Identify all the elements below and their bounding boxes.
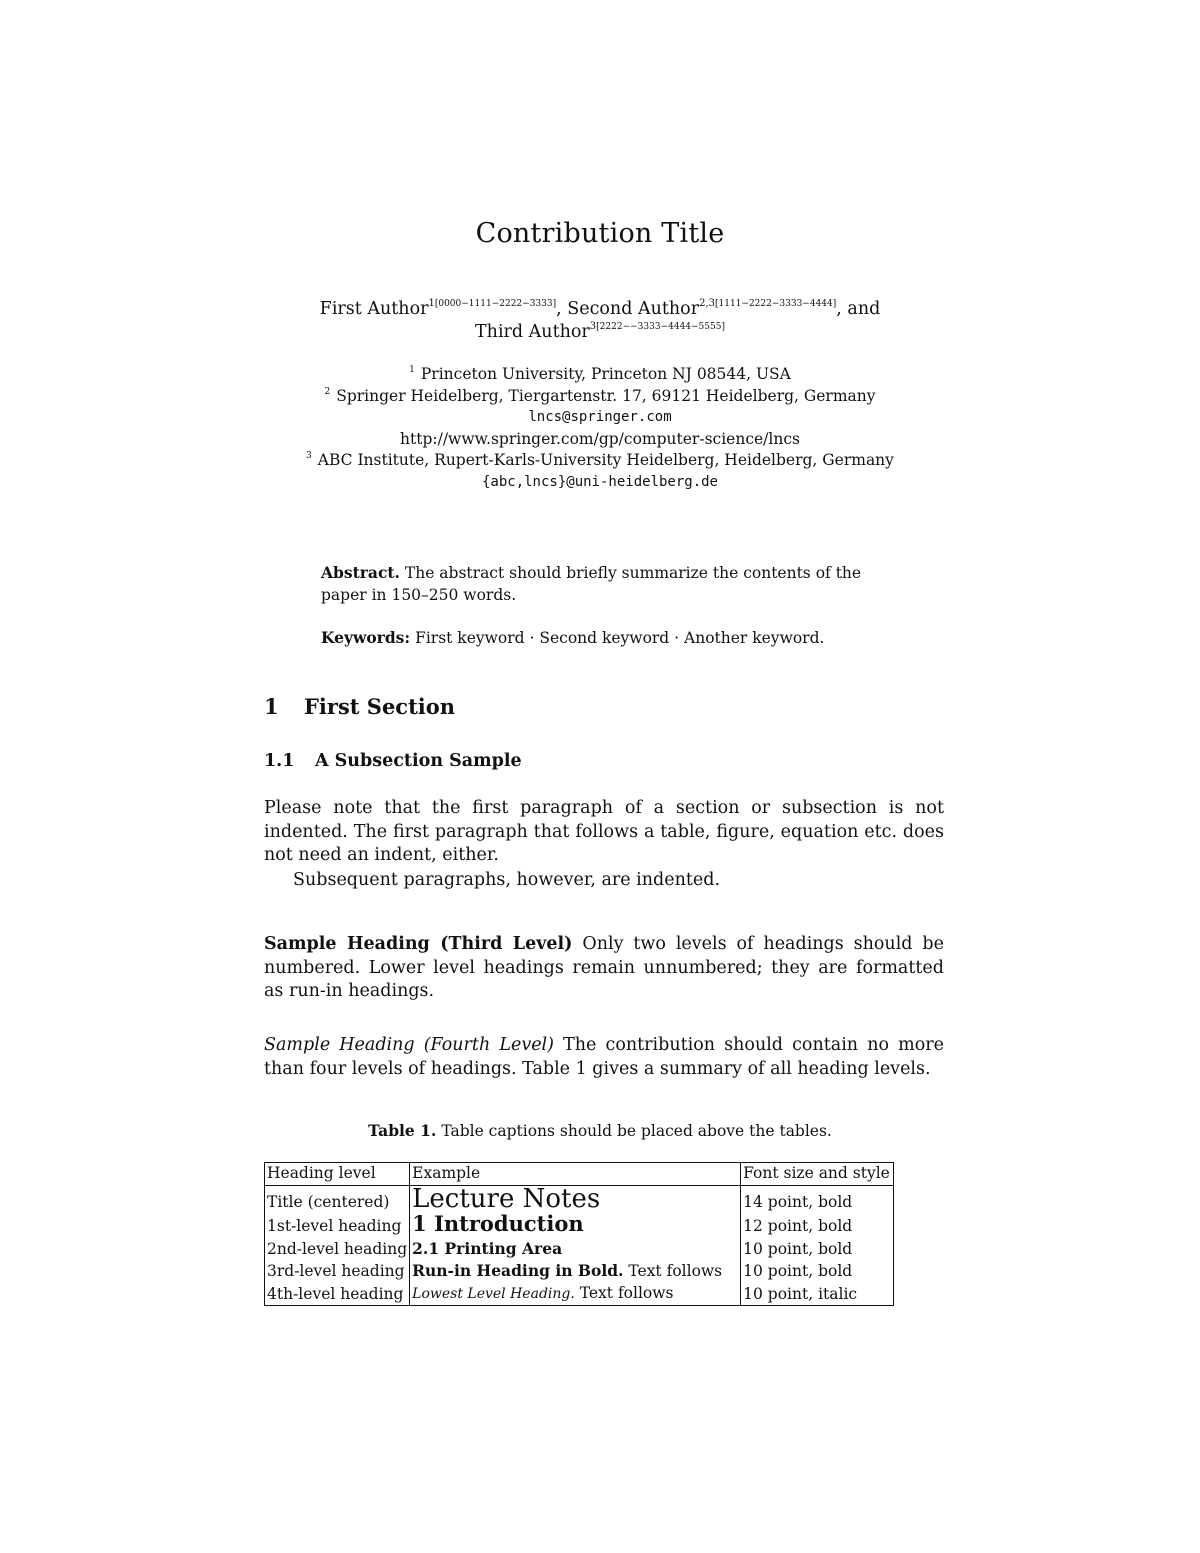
abstract-text: The abstract should briefly summarize the contents of the paper in 150–250 words. <box>321 564 862 604</box>
table-cell: 10 point, bold <box>741 1260 894 1283</box>
orcid-id: [1111−2222−3333−4444] <box>715 299 837 309</box>
author-name: First Author <box>319 299 429 319</box>
table-cell: Lowest Level Heading. Text follows <box>410 1283 741 1306</box>
author-separator: , <box>556 299 568 319</box>
table-cell: Run-in Heading in Bold. Text follows <box>410 1260 741 1283</box>
run-in-heading: Sample Heading (Fourth Level) <box>264 1035 554 1055</box>
keywords <box>321 627 881 650</box>
paragraph: Subsequent paragraphs, however, are indented. <box>293 870 721 890</box>
author-affil-sup: 2,3[1111−2222−3333−4444] <box>699 298 837 309</box>
paragraph: Please note that the first paragraph of a section or subsection is not indented. The first paragraph that follows a table, figure, equation etc. does not need an indent, either. <box>264 798 944 865</box>
table-caption-label: Table 1. <box>368 1121 437 1140</box>
author-name: Third Author <box>475 322 590 342</box>
table-cell: 10 point, italic <box>741 1283 894 1306</box>
paragraph-run-in <box>264 1034 944 1081</box>
table-cell: Lecture Notes <box>410 1185 741 1213</box>
orcid-id: [2222−−3333−4444−5555] <box>596 322 725 332</box>
affiliation-line: $^3$ ABC Institute, Rupert-Karls-University Heidelberg, Heidelberg, Germany <box>306 451 894 469</box>
paragraph-text: The contribution should contain no more than four levels of headings. Table 1 gives a summary of all heading levels. <box>264 1035 944 1079</box>
table-cell: Title (centered) <box>265 1185 410 1213</box>
heading-levels-table <box>264 1162 894 1306</box>
affiliation-email[interactable]: lncs@springer.com <box>528 409 672 425</box>
table-cell: 3rd-level heading <box>265 1260 410 1283</box>
paragraph-run-in <box>264 933 944 1004</box>
table-row <box>265 1238 894 1261</box>
keywords-label: Keywords: <box>321 628 411 647</box>
orcid-id: [0000−1111−2222−3333] <box>434 299 557 309</box>
table-row <box>265 1185 894 1213</box>
run-in-heading: Sample Heading (Third Level) <box>264 934 573 954</box>
affiliation-line: $^1$ Princeton University, Princeton NJ 08544, USA <box>409 365 791 383</box>
table-cell: 4th-level heading <box>265 1283 410 1306</box>
table-caption-text: Table captions should be placed above the tables. <box>441 1122 832 1140</box>
abstract <box>321 562 881 606</box>
author-separator: , and <box>836 299 881 319</box>
author-name: Second Author <box>567 299 700 319</box>
section-number: 1 <box>264 694 279 719</box>
column-header: Heading level <box>265 1163 410 1186</box>
table-cell: 2.1 Printing Area <box>410 1238 741 1261</box>
column-header: Example <box>410 1163 741 1186</box>
affiliation-block <box>250 364 950 493</box>
subsection-title: A Subsection Sample <box>315 751 522 771</box>
table-header-row <box>265 1163 894 1186</box>
section-heading <box>264 694 455 719</box>
paragraph-text: Only two levels of headings should be numbered. Lower level headings remain unnumbered; they are formatted as run-in headings. <box>264 934 944 1001</box>
affiliation-email[interactable]: {abc,lncs}@uni-heidelberg.de <box>481 473 718 490</box>
keywords-text: First keyword · Second keyword · Another keyword. <box>415 629 825 647</box>
table-caption <box>0 1121 1200 1140</box>
affiliation-line: $^2$ Springer Heidelberg, Tiergartenstr. 17, 69121 Heidelberg, Germany <box>324 386 876 405</box>
subsection-heading <box>264 751 522 771</box>
table-cell: 1 Introduction <box>410 1213 741 1238</box>
table-row <box>265 1283 894 1306</box>
affiliation-url[interactable]: http://www.springer.com/gp/computer-science/lncs <box>400 429 800 448</box>
table-cell: 2nd-level heading <box>265 1238 410 1261</box>
table-cell: 12 point, bold <box>741 1213 894 1238</box>
subsection-number: 1.1 <box>264 751 295 771</box>
abstract-label: Abstract. <box>321 563 400 582</box>
table-row <box>265 1260 894 1283</box>
author-affil-sup: 3[2222−−3333−4444−5555] <box>589 321 725 332</box>
table-row <box>265 1213 894 1238</box>
author-list <box>250 298 950 344</box>
column-header: Font size and style <box>741 1163 894 1186</box>
section-title: First Section <box>304 694 456 719</box>
table-cell: 14 point, bold <box>741 1185 894 1213</box>
table-cell: 10 point, bold <box>741 1238 894 1261</box>
author-affil-sup: 1[0000−1111−2222−3333] <box>428 298 557 309</box>
table-cell: 1st-level heading <box>265 1213 410 1238</box>
paper-title: Contribution Title <box>475 218 725 249</box>
